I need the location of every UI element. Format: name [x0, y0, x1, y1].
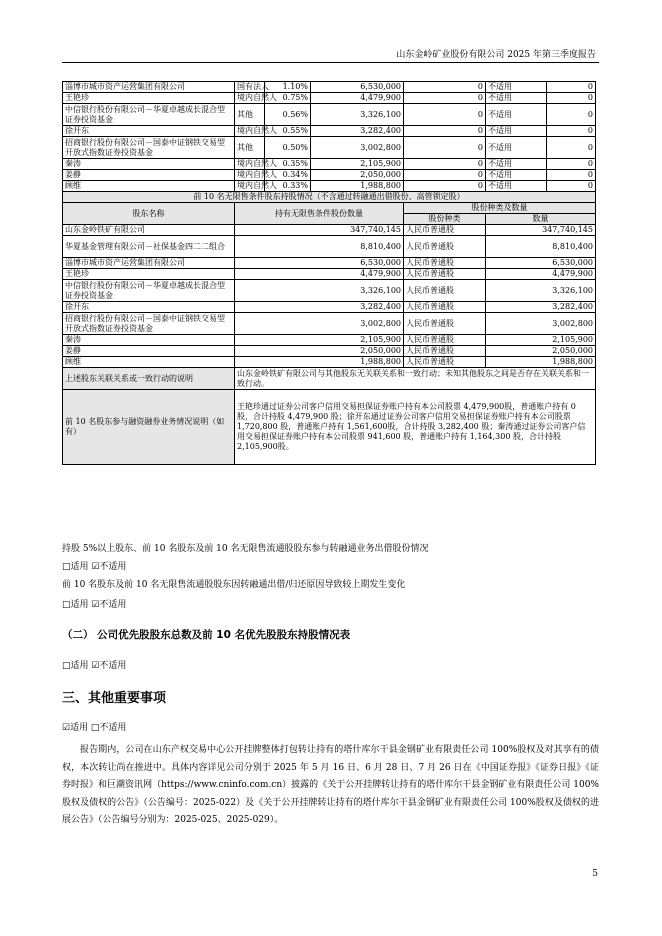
- table-row: [63, 159, 596, 170]
- holder-restricted: 0: [404, 137, 486, 159]
- holder-shares: 1,988,800: [311, 181, 404, 192]
- page-number: 5: [592, 869, 598, 879]
- share-amount: 347,740,145: [486, 225, 596, 236]
- unrestricted-holder-name: 华夏基金管理有限公司－社保基金四二二组合: [63, 236, 235, 258]
- table-row: [63, 313, 596, 335]
- holder-status: 不适用: [486, 126, 547, 137]
- holder-status: 不适用: [486, 170, 547, 181]
- holder-status: 不适用: [486, 159, 547, 170]
- holder-restricted: 0: [404, 159, 486, 170]
- unrestricted-holder-name: 徐开东: [63, 302, 235, 313]
- notes-rows: [63, 368, 596, 465]
- top10-holders-tail: [63, 82, 596, 192]
- unrestricted-qty: 3,326,100: [235, 280, 404, 302]
- share-amount: 3,002,800: [486, 313, 596, 335]
- unrestricted-qty: 2,050,000: [235, 346, 404, 357]
- holder-shares: 3,002,800: [311, 137, 404, 159]
- holder-status: 不适用: [486, 104, 547, 126]
- share-type: 人民币普通股: [404, 269, 486, 280]
- unrestricted-qty: 6,530,000: [235, 258, 404, 269]
- unrestricted-holder-name: 顾维: [63, 357, 235, 368]
- holder-pledged: 0: [547, 170, 596, 181]
- unrestricted-holder-name: 淄博市城市资产运营集团有限公司: [63, 258, 235, 269]
- holder-name: 中信银行股份有限公司－华夏卓越成长混合型证券投资基金: [63, 104, 235, 126]
- share-amount: 3,326,100: [486, 280, 596, 302]
- holder-restricted: 0: [404, 93, 486, 104]
- holder-restricted: 0: [404, 181, 486, 192]
- holder-ratio: 0.55%: [265, 126, 311, 137]
- holder-name: 顾维: [63, 181, 235, 192]
- holder-pledged: 0: [547, 137, 596, 159]
- table-row: [63, 181, 596, 192]
- holder-pledged: 0: [547, 104, 596, 126]
- holder-restricted: 0: [404, 104, 486, 126]
- unrestricted-holder-name: 姜静: [63, 346, 235, 357]
- holder-nature: 境内自然人: [235, 181, 265, 192]
- holder-name: 王艳珍: [63, 93, 235, 104]
- header-rule: [62, 62, 599, 63]
- holder-restricted: 0: [404, 82, 486, 93]
- holder-nature: 境内自然人: [235, 159, 265, 170]
- holder-shares: 3,326,100: [311, 104, 404, 126]
- share-amount: 3,282,400: [486, 302, 596, 313]
- share-amount: 8,810,400: [486, 236, 596, 258]
- holder-ratio: 1.10%: [265, 82, 311, 93]
- holder-status: 不适用: [486, 137, 547, 159]
- share-amount: 6,530,000: [486, 258, 596, 269]
- unrestricted-holder-name: 山东金岭铁矿有限公司: [63, 225, 235, 236]
- unrestricted-qty: 1,988,800: [235, 357, 404, 368]
- table-row: [63, 302, 596, 313]
- holder-nature: 其他: [235, 137, 265, 159]
- holder-name: 姜静: [63, 170, 235, 181]
- holder-nature: 境内自然人: [235, 126, 265, 137]
- col-class-header: 股份种类及数量: [404, 203, 596, 214]
- col-amount-header: 数量: [486, 214, 596, 225]
- share-type: 人民币普通股: [404, 335, 486, 346]
- share-type: 人民币普通股: [404, 357, 486, 368]
- margin-label: 前 10 名股东参与融资融券业务情况说明（如有）: [63, 390, 235, 465]
- section2-options: □适用 ☑不适用: [62, 661, 127, 671]
- section3-heading: 三、其他重要事项: [62, 691, 167, 706]
- share-type: 人民币普通股: [404, 236, 486, 258]
- holder-nature: 境内自然人: [235, 170, 265, 181]
- holder-shares: 3,282,400: [311, 126, 404, 137]
- unrestricted-holder-name: 王艳珍: [63, 269, 235, 280]
- margin-text: 王艳珍通过证券公司客户信用交易担保证券账户持有本公司股票 4,479,900股，普通账户持有 0 股，合计持股 4,479,900 股；徐开东通过证券公司客户信用交易担保证券账户持有本公司股票 1,720,800 股，普通账户持有 1,561,600股，合计持股 3,282,400 股；秦涛通过证券公司客户信用交易担保证券账户持有本公司股票 941,600 股，普通账户持有 1,164,300 股，合计持股 2,105,900股。: [235, 390, 596, 465]
- table-row: [63, 82, 596, 93]
- share-type: 人民币普通股: [404, 280, 486, 302]
- unrestricted-qty: 4,479,900: [235, 269, 404, 280]
- report-title: 山东金岭矿业股份有限公司 2025 年第三季度报告: [396, 50, 596, 60]
- unrestricted-holder-name: 中信银行股份有限公司－华夏卓越成长混合型证券投资基金: [63, 280, 235, 302]
- holder-shares: 2,050,000: [311, 170, 404, 181]
- section3-options: ☑适用 □不适用: [62, 723, 127, 733]
- holder-shares: 4,479,900: [311, 93, 404, 104]
- lending-options: □适用 ☑不适用: [62, 562, 127, 572]
- holder-shares: 6,530,000: [311, 82, 404, 93]
- share-amount: 1,988,800: [486, 357, 596, 368]
- unrestricted-qty: 8,810,400: [235, 236, 404, 258]
- unrestricted-rows: [63, 225, 596, 368]
- holder-name: 招商银行股份有限公司－国泰中证钢铁交易型开放式指数证券投资基金: [63, 137, 235, 159]
- holder-ratio: 0.56%: [265, 104, 311, 126]
- lending-question: 持股 5%以上股东、前 10 名股东及前 10 名无限售流通股股东参与转融通业务出借股份情况: [62, 544, 429, 554]
- table-row: [63, 225, 596, 236]
- change-question: 前 10 名股东及前 10 名无限售流通股股东因转融通出借/归还原因导致较上期发生变化: [62, 580, 406, 590]
- table-row: [63, 335, 596, 346]
- share-amount: 4,479,900: [486, 269, 596, 280]
- share-type: 人民币普通股: [404, 346, 486, 357]
- holder-status: 不适用: [486, 93, 547, 104]
- holder-pledged: 0: [547, 159, 596, 170]
- table-row: [63, 357, 596, 368]
- holder-name: 淄博市城市资产运营集团有限公司: [63, 82, 235, 93]
- table-row: [63, 280, 596, 302]
- section3-body: 报告期内，公司在山东产权交易中心公开挂牌整体打包转让持有的塔什库尔干县金钢矿业有限责任公司 100%股权及对其享有的债权，本次转让尚在推进中。具体内容详见公司分别于 2025 年 5 月 16 日、6 月 28 日、7 月 26 日在《中国证券报》《证券日报》《证券时报》和巨潮资讯网（https://www.cninfo.com.cn）披露的《关于公开挂牌转让持有的塔什库尔干县金钢矿业有限责任公司 100%股权及债权的公告》（公告编号：2025-022）及《关于公开挂牌转让持有的塔什库尔干县金钢矿业有限责任公司 100%股权及债权的进展公告》（公告编号分别为：2025-025、2025-029）。: [62, 745, 599, 825]
- holder-ratio: 0.33%: [265, 181, 311, 192]
- holder-ratio: 0.34%: [265, 170, 311, 181]
- share-type: 人民币普通股: [404, 258, 486, 269]
- unrestricted-qty: 3,282,400: [235, 302, 404, 313]
- unrestricted-holder-name: 秦涛: [63, 335, 235, 346]
- unrestricted-qty: 3,002,800: [235, 313, 404, 335]
- holder-nature: 其他: [235, 104, 265, 126]
- unrestricted-qty: 2,105,900: [235, 335, 404, 346]
- holder-ratio: 0.50%: [265, 137, 311, 159]
- holder-status: 不适用: [486, 181, 547, 192]
- shareholder-table: [62, 81, 596, 465]
- holder-ratio: 0.35%: [265, 159, 311, 170]
- holder-name: 秦涛: [63, 159, 235, 170]
- table-row: [63, 236, 596, 258]
- related-label: 上述股东关联关系或一致行动的说明: [63, 368, 235, 390]
- holder-restricted: 0: [404, 170, 486, 181]
- holder-ratio: 0.75%: [265, 93, 311, 104]
- share-amount: 2,050,000: [486, 346, 596, 357]
- table-row: [63, 137, 596, 159]
- table-row: [63, 258, 596, 269]
- table-row: [63, 126, 596, 137]
- related-text: 山东金岭铁矿有限公司与其他股东无关联关系和一致行动；未知其他股东之间是否存在关联关系和一致行动。: [235, 368, 596, 390]
- table-row: [63, 346, 596, 357]
- share-type: 人民币普通股: [404, 302, 486, 313]
- table-row: [63, 93, 596, 104]
- holder-pledged: 0: [547, 126, 596, 137]
- table-row: [63, 269, 596, 280]
- holder-pledged: 0: [547, 181, 596, 192]
- holder-nature: 境内自然人: [235, 93, 265, 104]
- unrestricted-section: [63, 192, 596, 225]
- share-type: 人民币普通股: [404, 225, 486, 236]
- unrestricted-title: 前 10 名无限售条件股东持股情况（不含通过转融通出借股份、高管锁定股）: [63, 192, 596, 203]
- table-row: [63, 170, 596, 181]
- col-qty-header: 持有无限售条件股份数量: [235, 203, 404, 225]
- col-type-header: 股份种类: [404, 214, 486, 225]
- unrestricted-qty: 347,740,145: [235, 225, 404, 236]
- col-name-header: 股东名称: [63, 203, 235, 225]
- holder-pledged: 0: [547, 93, 596, 104]
- holder-nature: 国有法人: [235, 82, 265, 93]
- holder-name: 徐开东: [63, 126, 235, 137]
- unrestricted-holder-name: 招商银行股份有限公司－国泰中证钢铁交易型开放式指数证券投资基金: [63, 313, 235, 335]
- change-options: □适用 ☑不适用: [62, 600, 127, 610]
- holder-shares: 2,105,900: [311, 159, 404, 170]
- holder-pledged: 0: [547, 82, 596, 93]
- table-row: [63, 104, 596, 126]
- holder-restricted: 0: [404, 126, 486, 137]
- share-type: 人民币普通股: [404, 313, 486, 335]
- share-amount: 2,105,900: [486, 335, 596, 346]
- section2-heading: （二） 公司优先股股东总数及前 10 名优先股股东持股情况表: [62, 629, 351, 641]
- holder-status: 不适用: [486, 82, 547, 93]
